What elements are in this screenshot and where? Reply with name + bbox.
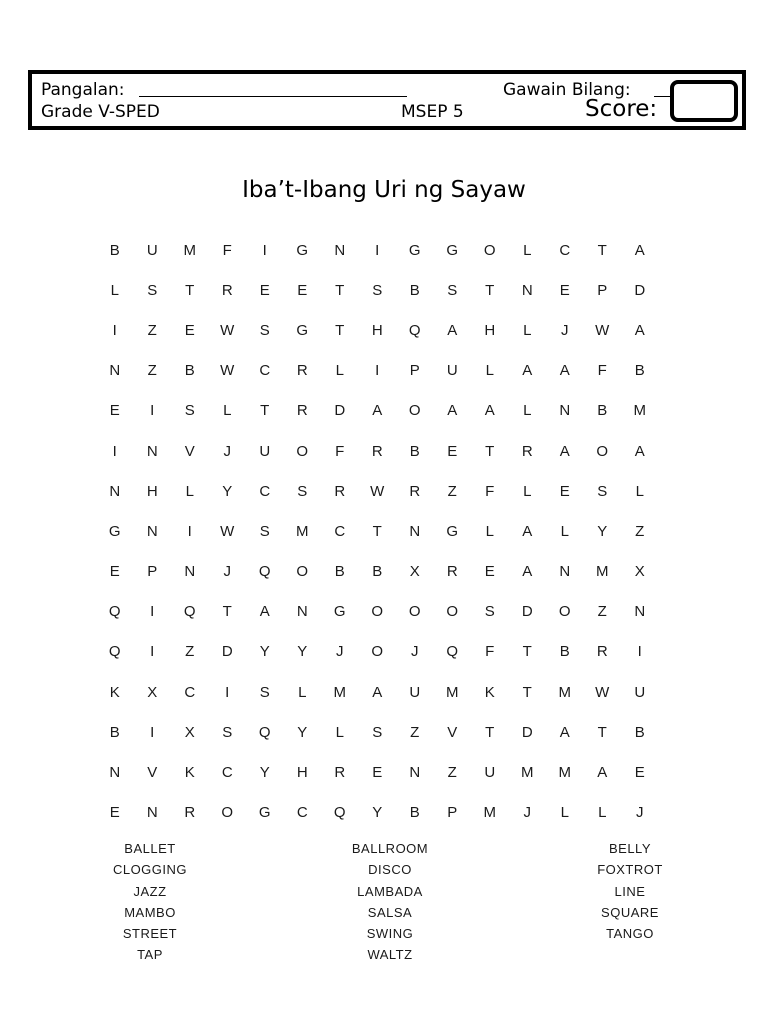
word-list-item: LINE <box>614 883 646 899</box>
grid-letter[interactable]: J <box>411 643 419 661</box>
grid-letter[interactable]: E <box>484 563 495 581</box>
grid-letter[interactable]: E <box>109 804 120 822</box>
grid-letter[interactable]: Z <box>185 643 195 661</box>
grid-letter[interactable]: A <box>634 241 645 259</box>
grid-letter[interactable]: W <box>220 321 235 339</box>
grid-letter[interactable]: I <box>637 643 642 661</box>
grid-letter[interactable]: G <box>446 522 459 540</box>
grid-letter[interactable]: B <box>634 723 645 741</box>
grid-letter[interactable]: Z <box>410 723 420 741</box>
grid-letter[interactable]: B <box>409 281 420 299</box>
grid-letter[interactable]: L <box>635 482 644 500</box>
grid-letter[interactable]: M <box>521 764 534 782</box>
grid-letter[interactable]: Y <box>259 764 270 782</box>
grid-letter[interactable]: T <box>260 402 270 420</box>
grid-letter[interactable]: A <box>372 402 383 420</box>
grid-letter[interactable]: C <box>184 683 196 701</box>
grid-letter[interactable]: C <box>259 482 271 500</box>
grid-letter[interactable]: A <box>447 402 458 420</box>
grid-letter[interactable]: R <box>184 804 196 822</box>
grid-letter[interactable]: R <box>296 402 308 420</box>
grid-letter[interactable]: D <box>521 603 533 621</box>
word-list-item: CLOGGING <box>112 862 188 878</box>
grid-letter[interactable]: A <box>559 442 570 460</box>
grid-letter[interactable]: Q <box>258 723 271 741</box>
grid-letter[interactable]: T <box>522 683 532 701</box>
grid-letter[interactable]: T <box>222 603 232 621</box>
grid-letter[interactable]: M <box>296 522 309 540</box>
grid-letter[interactable]: I <box>112 442 117 460</box>
grid-letter[interactable]: B <box>109 241 120 259</box>
grid-letter[interactable]: A <box>484 402 495 420</box>
grid-letter[interactable]: E <box>297 281 308 299</box>
grid-letter[interactable]: T <box>335 281 345 299</box>
grid-letter[interactable]: E <box>109 563 120 581</box>
grid-letter[interactable]: R <box>221 281 233 299</box>
grid-letter[interactable]: G <box>296 321 309 339</box>
grade-label: Grade V-SPED <box>41 102 160 122</box>
activity-number-label: Gawain Bilang: <box>503 80 631 100</box>
grid-letter[interactable]: A <box>522 563 533 581</box>
grid-letter[interactable]: S <box>372 723 383 741</box>
grid-letter[interactable]: C <box>334 522 346 540</box>
word-list-item: SWING <box>366 926 414 942</box>
grid-letter[interactable]: L <box>523 241 532 259</box>
grid-letter[interactable]: Q <box>183 603 196 621</box>
grid-letter[interactable]: G <box>408 241 421 259</box>
grid-letter[interactable]: B <box>334 563 345 581</box>
word-list-item: STREET <box>122 926 178 942</box>
grid-letter[interactable]: L <box>110 281 119 299</box>
grid-letter[interactable]: U <box>409 683 421 701</box>
word-list-item: BALLET <box>124 841 176 856</box>
grid-letter[interactable]: G <box>446 241 459 259</box>
word-list-item: WALTZ <box>367 947 413 963</box>
grid-letter[interactable]: I <box>187 522 192 540</box>
subject-label: MSEP 5 <box>401 102 464 122</box>
grid-letter[interactable]: W <box>595 321 610 339</box>
grid-letter[interactable]: L <box>523 482 532 500</box>
grid-letter[interactable]: E <box>372 764 383 782</box>
grid-letter[interactable]: N <box>559 402 571 420</box>
grid-letter[interactable]: G <box>333 603 346 621</box>
grid-letter[interactable]: T <box>372 522 382 540</box>
grid-letter[interactable]: G <box>296 241 309 259</box>
word-list-item: DISCO <box>368 862 412 878</box>
grid-letter[interactable]: L <box>485 362 494 380</box>
grid-letter[interactable]: M <box>183 241 196 259</box>
grid-letter[interactable]: M <box>596 563 609 581</box>
grid-letter[interactable]: U <box>259 442 271 460</box>
grid-letter[interactable]: E <box>447 442 458 460</box>
grid-letter[interactable]: Q <box>258 563 271 581</box>
grid-letter[interactable]: X <box>184 723 195 741</box>
grid-letter[interactable]: B <box>109 723 120 741</box>
grid-letter[interactable]: L <box>298 683 307 701</box>
grid-letter[interactable]: T <box>335 321 345 339</box>
grid-letter[interactable]: A <box>372 683 383 701</box>
grid-letter[interactable]: H <box>296 764 308 782</box>
grid-letter[interactable]: S <box>222 723 233 741</box>
grid-letter[interactable]: O <box>296 563 309 581</box>
grid-letter[interactable]: T <box>597 723 607 741</box>
grid-letter[interactable]: X <box>147 683 158 701</box>
grid-letter[interactable]: N <box>109 362 121 380</box>
grid-letter[interactable]: B <box>372 563 383 581</box>
grid-letter[interactable]: R <box>371 442 383 460</box>
grid-letter[interactable]: S <box>184 402 195 420</box>
word-list-item: LAMBADA <box>357 883 423 899</box>
grid-letter[interactable]: O <box>446 603 459 621</box>
grid-letter[interactable]: C <box>221 764 233 782</box>
grid-letter[interactable]: I <box>150 643 155 661</box>
grid-letter[interactable]: M <box>633 402 646 420</box>
grid-letter[interactable]: Y <box>372 804 383 822</box>
grid-letter[interactable]: P <box>147 563 158 581</box>
grid-letter[interactable]: T <box>485 281 495 299</box>
grid-letter[interactable]: B <box>409 804 420 822</box>
grid-letter[interactable]: Y <box>259 643 270 661</box>
grid-letter[interactable]: J <box>223 563 231 581</box>
grid-letter[interactable]: K <box>484 683 495 701</box>
grid-letter[interactable]: J <box>223 442 231 460</box>
grid-letter[interactable]: L <box>523 402 532 420</box>
grid-letter[interactable]: Z <box>447 764 457 782</box>
name-label: Pangalan: <box>41 80 125 100</box>
grid-letter[interactable]: Q <box>108 643 121 661</box>
grid-letter[interactable]: C <box>296 804 308 822</box>
grid-letter[interactable]: M <box>558 764 571 782</box>
grid-letter[interactable]: J <box>636 804 644 822</box>
word-list <box>60 838 720 966</box>
grid-letter[interactable]: L <box>560 804 569 822</box>
grid-letter[interactable]: T <box>485 723 495 741</box>
grid-letter[interactable]: V <box>184 442 195 460</box>
grid-letter[interactable]: M <box>333 683 346 701</box>
grid-letter[interactable]: I <box>150 402 155 420</box>
grid-letter[interactable]: O <box>371 603 384 621</box>
grid-letter[interactable]: M <box>558 683 571 701</box>
word-list-item: MAMBO <box>124 904 176 920</box>
grid-letter[interactable]: O <box>558 603 571 621</box>
grid-letter[interactable]: O <box>221 804 234 822</box>
grid-letter[interactable]: Y <box>297 723 308 741</box>
grid-letter[interactable]: N <box>146 442 158 460</box>
grid-letter[interactable]: O <box>296 442 309 460</box>
grid-letter[interactable]: Z <box>635 522 645 540</box>
word-list-item: FOXTROT <box>597 862 663 878</box>
grid-letter[interactable]: H <box>146 482 158 500</box>
grid-letter[interactable]: M <box>483 804 496 822</box>
word-list-item: BELLY <box>608 841 651 856</box>
grid-letter[interactable]: Y <box>597 522 608 540</box>
grid-letter[interactable]: W <box>220 522 235 540</box>
grid-letter[interactable]: S <box>259 522 270 540</box>
grid-letter[interactable]: Q <box>408 321 421 339</box>
score-label: Score: <box>585 96 658 122</box>
grid-letter[interactable]: F <box>597 362 607 380</box>
grid-letter[interactable]: L <box>485 522 494 540</box>
grid-letter[interactable]: D <box>521 723 533 741</box>
grid-letter[interactable]: A <box>559 362 570 380</box>
grid-letter[interactable]: J <box>561 321 569 339</box>
grid-letter[interactable]: O <box>483 241 496 259</box>
grid-letter[interactable]: L <box>560 522 569 540</box>
grid-letter[interactable]: N <box>296 603 308 621</box>
grid-letter[interactable]: L <box>335 362 344 380</box>
grid-letter[interactable]: R <box>409 482 421 500</box>
grid-letter[interactable]: H <box>371 321 383 339</box>
score-box[interactable] <box>670 80 738 122</box>
grid-letter[interactable]: A <box>559 723 570 741</box>
grid-letter[interactable]: T <box>185 281 195 299</box>
grid-letter[interactable]: P <box>597 281 608 299</box>
grid-letter[interactable]: B <box>559 643 570 661</box>
grid-letter[interactable]: B <box>634 362 645 380</box>
grid-letter[interactable]: E <box>559 281 570 299</box>
grid-letter[interactable]: I <box>262 241 267 259</box>
grid-letter[interactable]: C <box>559 241 571 259</box>
grid-letter[interactable]: A <box>259 603 270 621</box>
grid-letter[interactable]: Y <box>222 482 233 500</box>
grid-letter[interactable]: G <box>108 522 121 540</box>
word-list-item: TANGO <box>606 926 654 942</box>
grid-letter[interactable]: X <box>634 563 645 581</box>
grid-letter[interactable]: N <box>634 603 646 621</box>
grid-letter[interactable]: A <box>634 321 645 339</box>
word-list-item: JAZZ <box>133 883 167 899</box>
grid-letter[interactable]: N <box>146 522 158 540</box>
grid-letter[interactable]: P <box>447 804 458 822</box>
grid-letter[interactable]: T <box>485 442 495 460</box>
grid-letter[interactable]: R <box>446 563 458 581</box>
grid-letter[interactable]: V <box>447 723 458 741</box>
grid-letter[interactable]: U <box>446 362 458 380</box>
grid-letter[interactable]: W <box>370 482 385 500</box>
worksheet-title: Iba’t-Ibang Uri ng Sayaw <box>242 177 526 203</box>
grid-letter[interactable]: D <box>221 643 233 661</box>
grid-letter[interactable]: U <box>484 764 496 782</box>
grid-letter[interactable]: D <box>334 402 346 420</box>
grid-letter[interactable]: F <box>485 482 495 500</box>
grid-letter[interactable]: S <box>147 281 158 299</box>
grid-letter[interactable]: I <box>150 723 155 741</box>
grid-letter[interactable]: T <box>522 643 532 661</box>
grid-letter[interactable]: N <box>109 482 121 500</box>
grid-letter[interactable]: E <box>559 482 570 500</box>
grid-letter[interactable]: S <box>297 482 308 500</box>
grid-letter[interactable]: J <box>336 643 344 661</box>
word-list-item <box>540 944 720 965</box>
grid-letter[interactable]: B <box>184 362 195 380</box>
grid-letter[interactable]: Q <box>333 804 346 822</box>
grid-letter[interactable]: T <box>597 241 607 259</box>
grid-letter[interactable]: N <box>521 281 533 299</box>
grid-letter[interactable]: B <box>597 402 608 420</box>
grid-letter[interactable]: U <box>146 241 158 259</box>
grid-letter[interactable]: V <box>147 764 158 782</box>
grid-letter[interactable]: N <box>559 563 571 581</box>
grid-letter[interactable]: S <box>484 603 495 621</box>
grid-letter[interactable]: Y <box>297 643 308 661</box>
grid-letter[interactable]: A <box>522 362 533 380</box>
grid-letter[interactable]: S <box>597 482 608 500</box>
word-list-item: BALLROOM <box>351 841 429 856</box>
grid-letter[interactable]: R <box>596 643 608 661</box>
grid-letter[interactable]: O <box>596 442 609 460</box>
grid-letter[interactable]: A <box>522 522 533 540</box>
grid-letter[interactable]: G <box>258 804 271 822</box>
worksheet-header <box>28 70 746 130</box>
grid-letter[interactable]: J <box>523 804 531 822</box>
grid-letter[interactable]: N <box>409 764 421 782</box>
grid-letter[interactable]: N <box>409 522 421 540</box>
grid-letter[interactable]: E <box>109 402 120 420</box>
grid-letter[interactable]: N <box>334 241 346 259</box>
grid-letter[interactable]: S <box>372 281 383 299</box>
grid-letter[interactable]: C <box>259 362 271 380</box>
grid-letter[interactable]: D <box>634 281 646 299</box>
grid-letter[interactable]: R <box>296 362 308 380</box>
grid-letter[interactable]: Q <box>446 643 459 661</box>
grid-letter[interactable]: F <box>485 643 495 661</box>
grid-letter[interactable]: W <box>595 683 610 701</box>
grid-letter[interactable]: S <box>259 683 270 701</box>
grid-letter[interactable]: H <box>484 321 496 339</box>
grid-letter[interactable]: I <box>150 603 155 621</box>
word-list-item: TAP <box>137 947 163 963</box>
grid-letter[interactable]: I <box>112 321 117 339</box>
grid-letter[interactable]: E <box>184 321 195 339</box>
grid-letter[interactable]: Z <box>147 362 157 380</box>
grid-letter[interactable]: X <box>409 563 420 581</box>
grid-letter[interactable]: A <box>634 442 645 460</box>
grid-letter[interactable]: B <box>409 442 420 460</box>
grid-letter[interactable]: E <box>634 764 645 782</box>
grid-letter[interactable]: F <box>222 241 232 259</box>
grid-letter[interactable]: Z <box>447 482 457 500</box>
grid-letter[interactable]: F <box>335 442 345 460</box>
grid-letter[interactable]: L <box>335 723 344 741</box>
grid-letter[interactable]: P <box>409 362 420 380</box>
grid-letter[interactable]: E <box>259 281 270 299</box>
grid-letter[interactable]: R <box>334 482 346 500</box>
word-search-grid <box>96 230 658 833</box>
grid-letter[interactable]: S <box>259 321 270 339</box>
grid-letter[interactable]: R <box>334 764 346 782</box>
grid-letter[interactable]: M <box>446 683 459 701</box>
word-list-item: SALSA <box>367 904 413 920</box>
grid-letter[interactable]: L <box>185 482 194 500</box>
grid-letter[interactable]: L <box>523 321 532 339</box>
grid-letter[interactable]: N <box>184 563 196 581</box>
grid-letter[interactable]: L <box>223 402 232 420</box>
grid-letter[interactable]: I <box>375 362 380 380</box>
grid-letter[interactable]: I <box>225 683 230 701</box>
grid-letter[interactable]: O <box>371 643 384 661</box>
grid-letter[interactable]: A <box>447 321 458 339</box>
grid-letter[interactable]: K <box>109 683 120 701</box>
grid-letter[interactable]: R <box>521 442 533 460</box>
grid-letter[interactable]: I <box>375 241 380 259</box>
grid-letter[interactable]: A <box>597 764 608 782</box>
grid-letter[interactable]: Z <box>147 321 157 339</box>
grid-letter[interactable]: O <box>408 603 421 621</box>
grid-letter[interactable]: S <box>447 281 458 299</box>
name-blank-line[interactable] <box>139 96 407 97</box>
grid-letter[interactable]: Z <box>597 603 607 621</box>
grid-letter[interactable]: N <box>109 764 121 782</box>
grid-letter[interactable]: O <box>408 402 421 420</box>
grid-letter[interactable]: U <box>634 683 646 701</box>
grid-letter[interactable]: N <box>146 804 158 822</box>
grid-letter[interactable]: Q <box>108 603 121 621</box>
word-list-item: SQUARE <box>601 904 659 920</box>
grid-letter[interactable]: W <box>220 362 235 380</box>
grid-letter[interactable]: K <box>184 764 195 782</box>
grid-letter[interactable]: L <box>598 804 607 822</box>
